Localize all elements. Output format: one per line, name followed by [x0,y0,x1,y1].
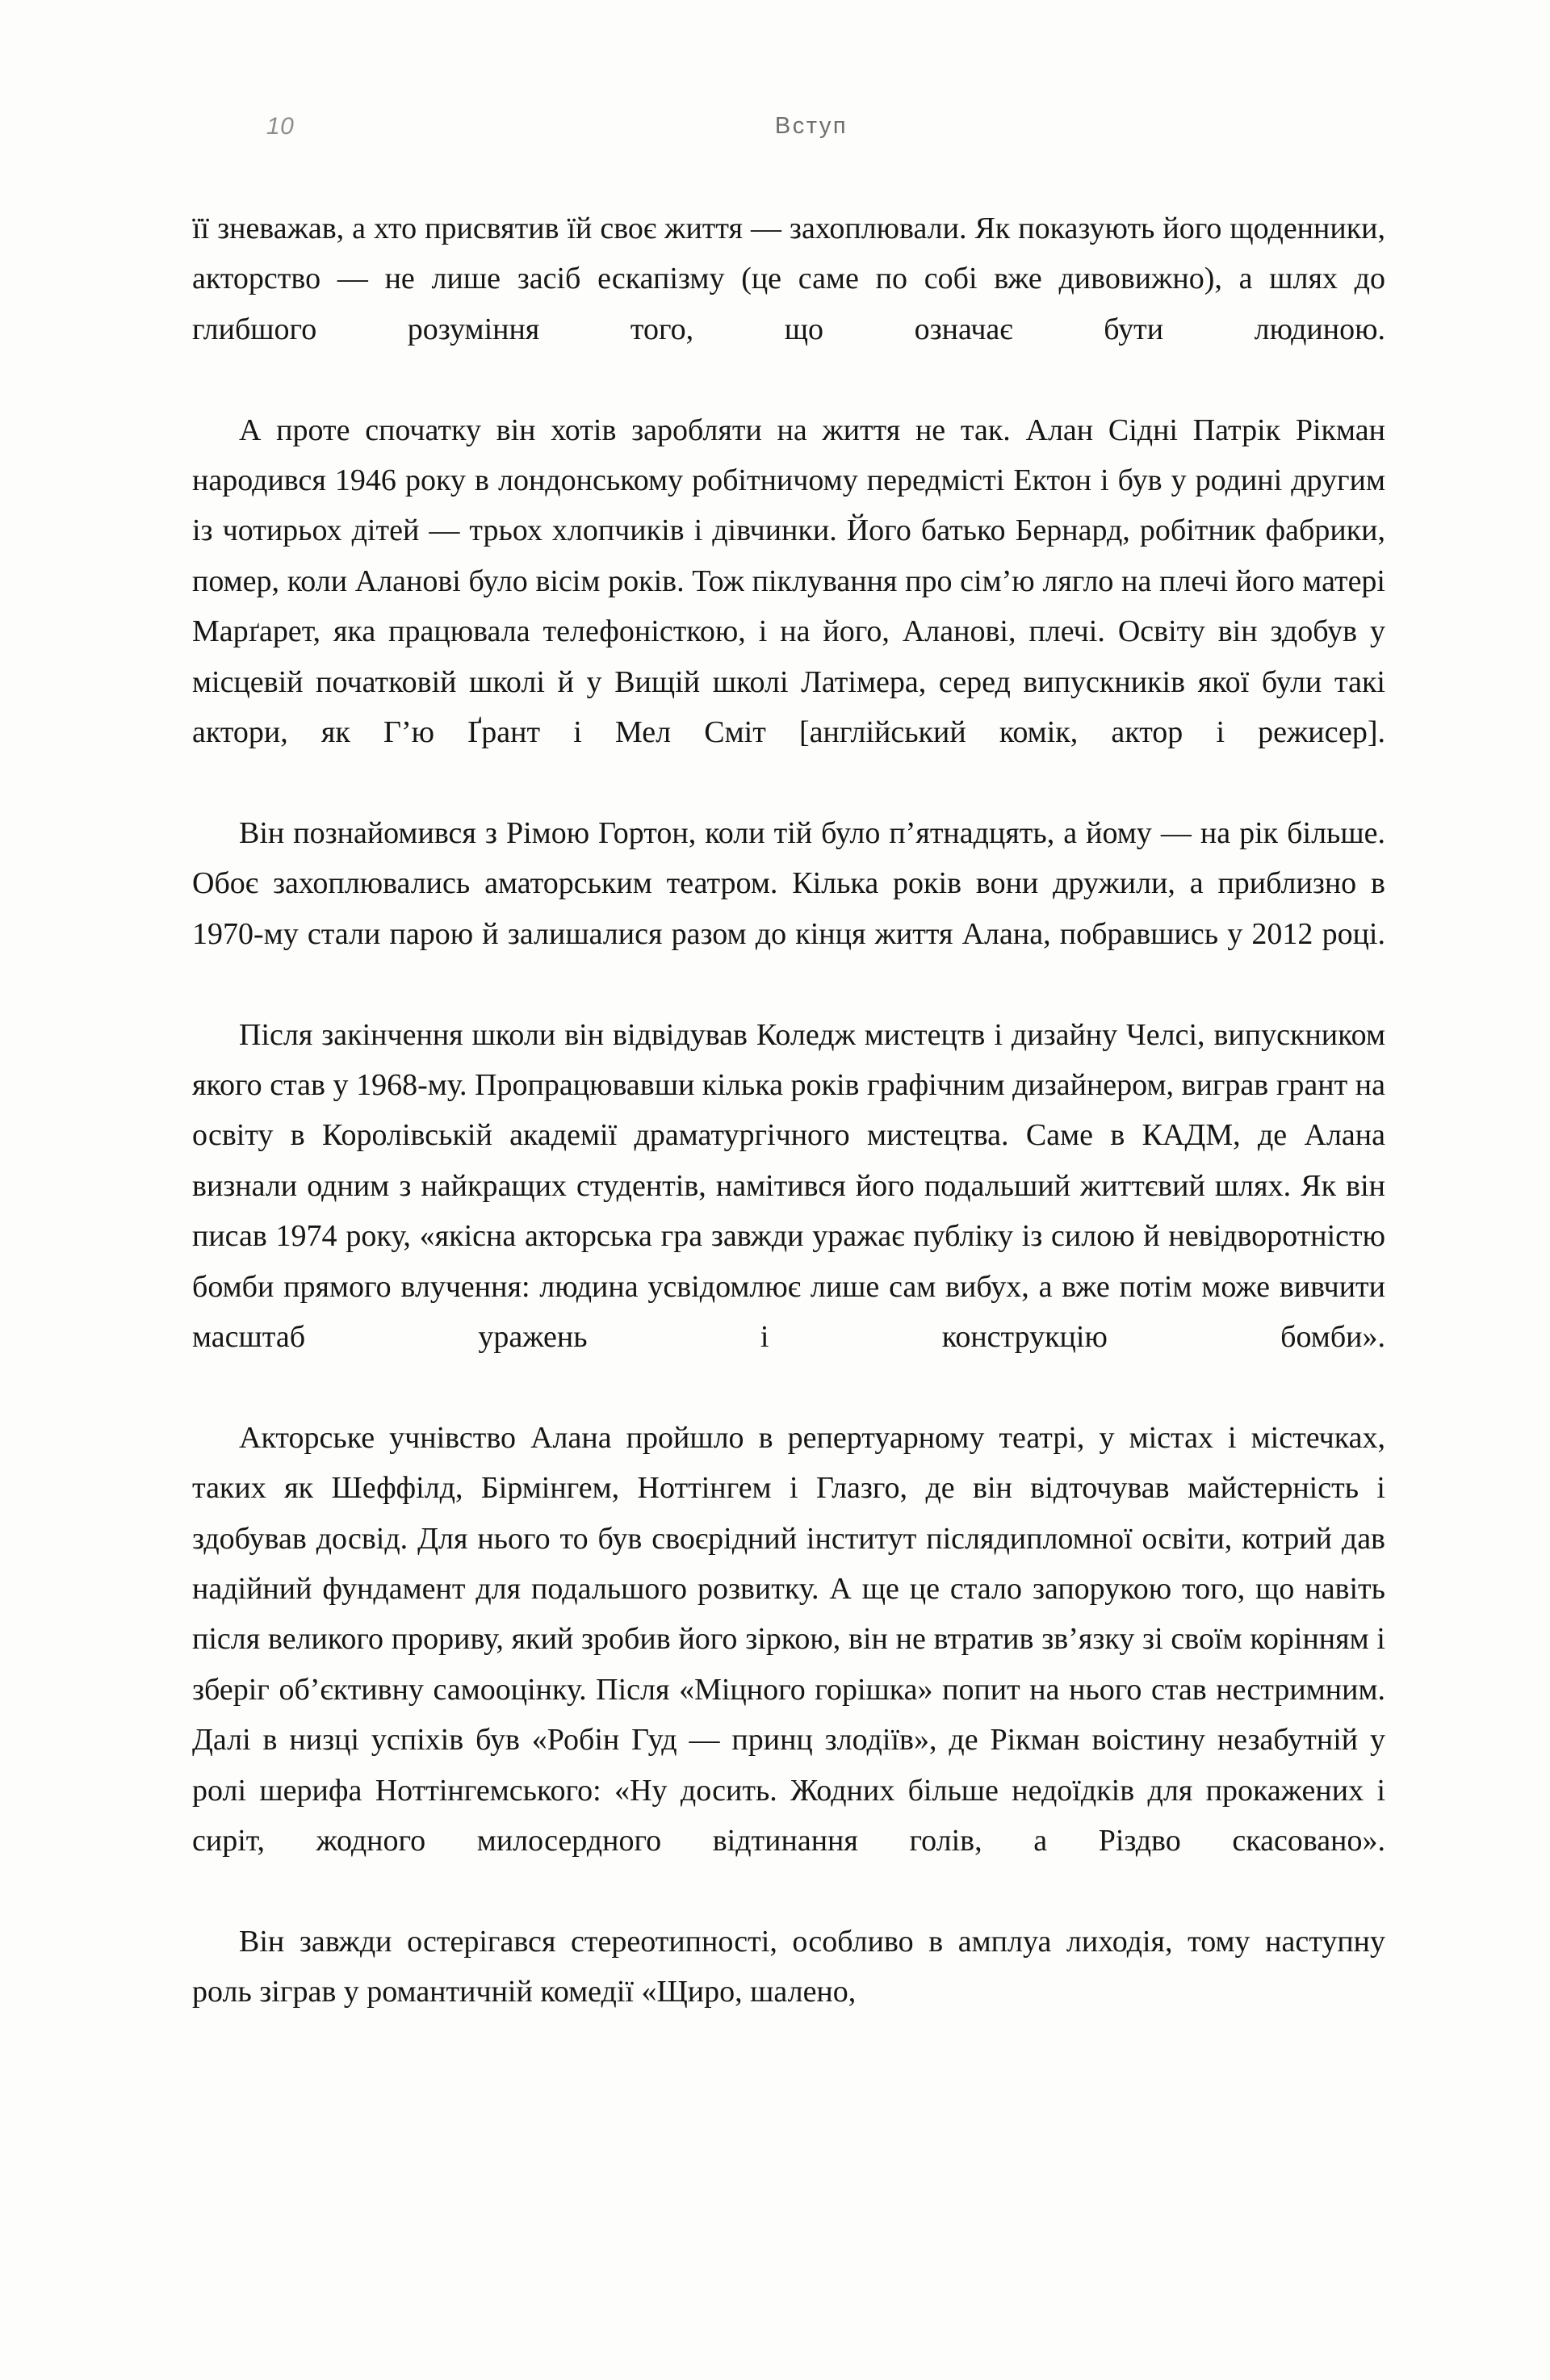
page-number: 10 [266,113,295,140]
chapter-title: Вступ [774,113,848,139]
paragraph: Акторське учнівство Алана пройшло в репертуарному театрі, у містах і містечках, таких як Шеффілд, Бірмінгем, Ноттінгем і Глазго, де він відточував майстерність і здобував досвід. Для нього то був своєрідний інститут післядипломної освіти, котрий дав надійний фундамент для подальшого розвитку. А ще це стало запорукою того, що навіть після великого прориву, який зробив його зіркою, він не втратив зв’язку зі своїм корінням і зберіг об’єктивну самооцінку. Після «Міцного горішка» попит на нього став нестримним. Далі в низці успіхів був «Робін Гуд — принц злодіїв», де Рікман воістину незабутній у ролі шерифа Ноттінгемського: «Ну досить. Жодних більше недоїдків для прокажених і сиріт, жодного милосердного відтинання голів, а Різдво скасовано». [192,1420,1385,1858]
running-head [266,113,1284,149]
paragraph: А проте спочатку він хотів заробляти на життя не так. Алан Сідні Патрік Рікман народився 1946 року в лондонському робітничому передмісті Ектон і був у родині другим із чотирьох дітей — трьох хлопчиків і дівчинки. Його батько Бернард, робітник фабрики, помер, коли Аланові було вісім років. Тож піклування про сім’ю лягло на плечі його матері Марґарет, яка працювала телефоністкою, і на його, Аланові, плечі. Освіту він здобув у місцевій початковій школі й у Вищій школі Латімера, серед випускників якої були такі актори, як Г’ю Ґрант і Мел Сміт [англійський комік, актор і режисер]. [192,413,1385,750]
paragraph: Після закінчення школи він відвідував Коледж мистецтв і дизайну Челсі, випускником якого став у 1968-му. Пропрацювавши кілька років графічним дизайнером, виграв грант на освіту в Королівській академії драматургічного мистецтва. Саме в КАДМ, де Алана визнали одним з найкращих студентів, намітився його подальший життєвий шлях. Як він писав 1974 року, «якісна акторська гра завжди уражає публіку із силою й невідворотністю бомби прямого влучення: людина усвідомлює лише сам вибух, а вже потім може вивчити масштаб уражень і конструкцію бомби». [192,1017,1385,1354]
paragraph: Він познайомився з Рімою Гортон, коли тій було п’ятнадцять, а йому — на рік більше. Обоє захоплювались аматорським театром. Кілька років вони дружили, а приблизно в 1970-му стали парою й залишалися разом до кінця життя Алана, побравшись у 2012 році. [192,815,1385,951]
body-text-block [192,203,1385,2018]
paragraph: Він завжди остерігався стереотипності, особливо в амплуа лиходія, тому наступну роль зіграв у романтичній комедії «Щиро, шалено, [192,1924,1385,2009]
paragraph: її зневажав, а хто присвятив їй своє життя — захоплювали. Як показують його щоденники, акторство — не лише засіб ескапізму (це саме по собі вже дивовижно), а шлях до глибшого розуміння того, що означає бути людиною. [192,212,1385,346]
